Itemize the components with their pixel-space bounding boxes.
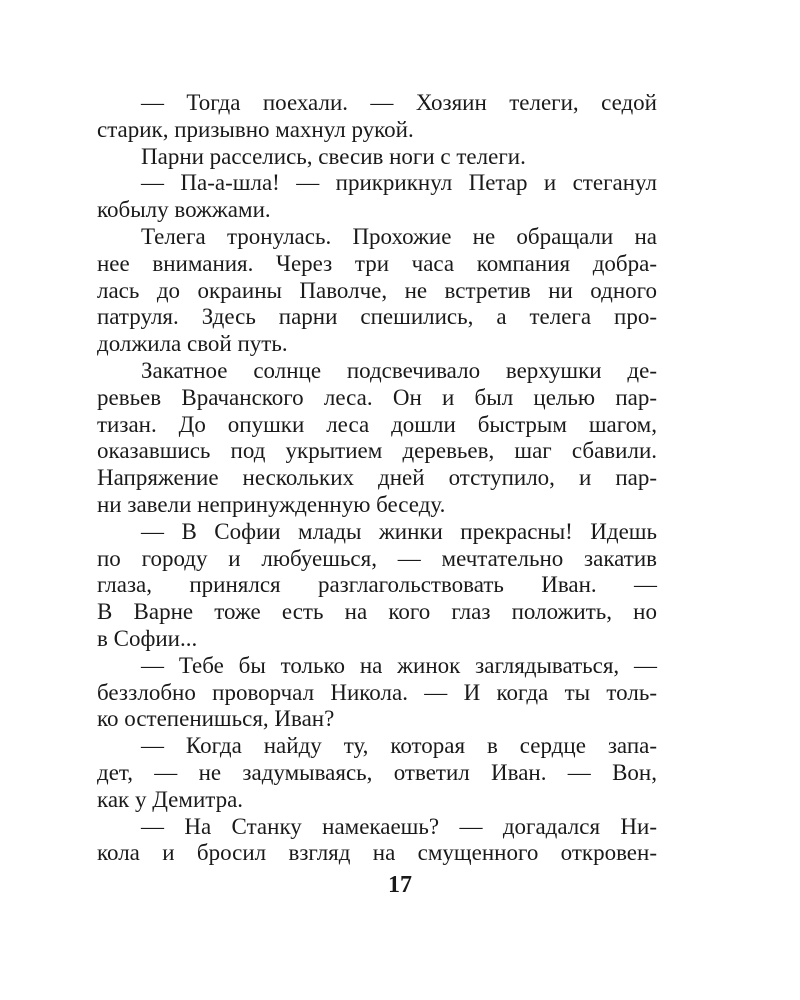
text-line: по городу и любуешься, — мечтательно закатив: [97, 545, 657, 571]
text-line: Закатное солнце подсвечивало верхушки де-: [141, 357, 657, 383]
text-line: беззлобно проворчал Никола. — И когда ты толь-: [97, 679, 657, 705]
text-line: — Тогда поехали. — Хозяин телеги, седой: [141, 90, 657, 115]
text-line: Парни расселись, свесив ноги с телеги.: [141, 143, 526, 169]
text-line: — На Станку намекаешь? — догадался Ни-: [141, 813, 657, 839]
text-line: старик, призывно махнул рукой.: [97, 116, 414, 142]
text-line: глаза, принялся разглагольствовать Иван. —: [97, 572, 657, 598]
page-number: 17: [388, 872, 412, 898]
text-line: дет, — не задумываясь, ответил Иван. — Вон,: [97, 759, 657, 785]
text-line: нее внимания. Через три часа компания добра-: [97, 250, 657, 276]
text-line: патруля. Здесь парни спешились, а телега про-: [97, 304, 657, 330]
text-line: кола и бросил взгляд на смущенного откровен-: [97, 840, 657, 866]
text-line: — Тебе бы только на жинок заглядываться, —: [141, 652, 657, 678]
text-line: тизан. До опушки леса дошли быстрым шагом,: [97, 411, 657, 437]
text-line: как у Демитра.: [97, 786, 244, 812]
text-line: — Когда найду ту, которая в сердце запа-: [141, 733, 657, 759]
text-line: должила свой путь.: [97, 331, 288, 357]
text-line: кобылу вожжами.: [97, 197, 271, 223]
text-line: — Па-а-шла! — прикрикнул Петар и стеганул: [141, 170, 657, 196]
text-line: оказавшись под укрытием деревьев, шаг сбавили.: [97, 438, 657, 464]
text-line: ни завели непринужденную беседу.: [97, 491, 446, 517]
text-line: В Варне тоже есть на кого глаз положить, но: [97, 599, 657, 625]
text-line: — В Софии млады жинки прекрасны! Идешь: [141, 518, 657, 544]
text-line: ревьев Врачанского леса. Он и был целью пар-: [97, 384, 657, 410]
text-line: ко остепенишься, Иван?: [97, 706, 335, 732]
text-line: Напряжение нескольких дней отступило, и пар-: [97, 465, 657, 491]
text-line: Телега тронулась. Прохожие не обращали на: [141, 223, 657, 249]
text-line: в Софии...: [97, 625, 198, 651]
page-body-text: [97, 90, 657, 867]
text-line: лась до окраины Паволче, не встретив ни одного: [97, 277, 657, 303]
